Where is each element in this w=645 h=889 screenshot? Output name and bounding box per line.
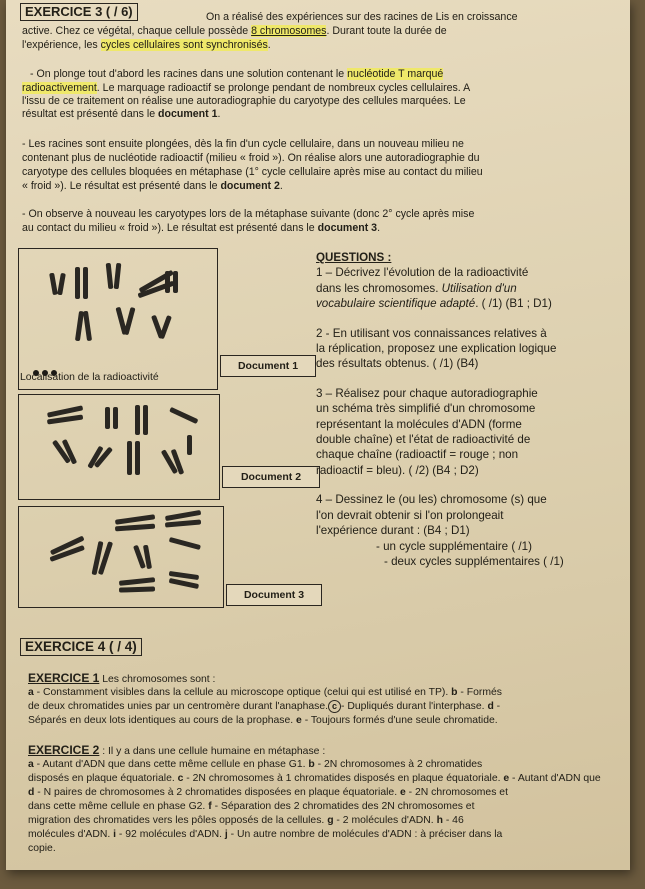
ex4-e2-line2 [28,758,628,772]
document-3-label: Document 3 [226,584,322,606]
q1-text: . ( /1) (B1 ; D1) [475,297,552,311]
sub-exercise-2-title: EXERCICE 2 [28,743,100,757]
question-4-line3: l'expérience durant : (B4 ; D1) [316,524,470,538]
option-letter: b [308,759,315,770]
option-letter: c [177,773,184,784]
ex4-e2-line7 [28,828,628,842]
e1-text: - Dupliqués durant l'interphase. [341,701,488,712]
option-letter: e [399,787,406,798]
option-letter: a [28,759,34,770]
questions-block [316,250,616,569]
chromosome-mark [127,441,132,475]
legend-radioactivity: Localisation de la radioactivité [20,372,159,383]
chromosome-mark [75,311,84,341]
option-letter: e [503,773,510,784]
chromosome-mark [169,407,198,424]
sub-exercise-1-title: EXERCICE 1 [28,671,100,685]
ex4-e2-line4 [28,786,628,800]
chromosome-mark [165,271,170,293]
question-1-line1: 1 – Décrivez l'évolution de la radioactivité [316,266,529,280]
questions-title: QUESTIONS : [316,251,392,264]
e2-text: - 46 [442,815,464,826]
e1-text: - Formés [457,687,502,698]
e2-text: - 2N chromosomes à 2 chromatides [314,759,483,770]
question-3-line5: chaque chaîne (radioactif = rouge ; non [316,448,519,462]
chromosome-mark [106,263,114,289]
highlight-nucleotide: nucléotide T marqué [347,68,444,80]
highlight-radioactive: radioactivement [22,82,97,94]
e2-text: : Il y a dans une cellule humaine en métaphase : [99,746,326,757]
highlight-synchronised: cycles cellulaires sont synchronisés [100,39,268,51]
intro-text: l'expérience, les [22,39,101,51]
question-3-line6: radioactif = bleu). ( /2) (B4 ; D2) [316,463,479,477]
p2-text: - On plonge tout d'abord les racines dans une solution contenant le [30,68,348,80]
intro-text: . [267,39,271,51]
chromosome-mark [165,519,201,527]
e1-text: - Toujours formés d'une seule chromatide. [301,715,498,726]
option-letter: d [28,787,35,798]
ex3-p4-line2 [22,222,622,236]
e1-text: Séparés en deux lots identiques au cours de la prophase. [28,715,297,726]
chromosome-mark [57,273,66,296]
chromosome-mark [115,514,155,525]
q1-italic: Utilisation d'un [441,281,517,295]
circled-answer-c: c [328,700,341,713]
ex3-p2-line2 [22,82,622,96]
ex3-intro-line1: On a réalisé des expériences sur des racines de Lis en croissance [206,11,518,23]
ex4-e1-line1 [28,672,628,687]
option-letter: i [113,829,117,840]
question-4-line4: - un cycle supplémentaire ( /1) [376,539,532,553]
chromosome-mark [165,510,201,521]
ex3-intro-line3 [22,39,622,53]
document-3-figure [18,506,224,608]
intro-text: . Durant toute la durée de [326,25,447,37]
e2-text: - 2 molécules d'ADN. [333,815,437,826]
document-1-figure [18,248,218,390]
ex4-e1-line3 [28,700,628,714]
ex3-p4-line1: - On observe à nouveau les caryotypes lors de la métaphase suivante (donc 2° cycle après mise [22,208,475,220]
ex4-e2-line5 [28,800,628,814]
ex3-p2-line4 [22,108,622,122]
chromosome-mark [143,405,148,435]
doc-ref: document 1 [158,108,218,120]
ex3-p2-line1 [30,68,625,82]
option-letter: j [224,829,228,840]
e2-text: dans cette même cellule en phase G2. [28,801,209,812]
e1-text: - Constamment visibles dans la cellule au microscope optique (celui qui est utilisé en TP). [33,687,452,698]
chromosome-mark [169,578,199,589]
ex3-p3-line4 [22,180,622,194]
chromosome-mark [135,405,140,435]
question-3-line2: un schéma très simplifié d'un chromosome [316,402,536,416]
q1-text: dans les chromosomes. [316,281,442,295]
e2-text: - Autant d'ADN que [509,773,601,784]
option-letter: g [327,815,334,826]
question-2-line2: la réplication, proposez une explication logique [316,342,557,356]
e1-text: Les chromosomes sont : [99,674,216,685]
doc-ref: document 3 [317,222,378,234]
ex3-p3-line1: - Les racines sont ensuite plongées, dès la fin d'un cycle cellulaire, dans un nouveau milieu ne [22,138,464,150]
p3-text: « froid »). Le résultat est présenté dans le [22,180,221,192]
e2-text: - 92 molécules d'ADN. [116,829,225,840]
e2-text: - 2N chromosomes et [405,787,508,798]
option-letter: f [208,801,212,812]
p4-text: . [377,222,381,234]
chromosome-mark [123,307,135,335]
ex4-e1-line4 [28,714,628,728]
question-4-line5: - deux cycles supplémentaires ( /1) [384,554,564,568]
e1-text: de deux chromatides unies par un centromère durant l'anaphase. [28,701,329,712]
doc-ref: document 2 [220,180,280,192]
chromosome-mark [115,524,155,532]
option-letter: e [296,715,302,726]
karyotype-doc1 [19,249,217,361]
document-2-label: Document 2 [222,466,320,488]
question-1-line3 [316,296,616,311]
document-2-figure [18,394,220,500]
question-3-line4: double chaîne) et l'état de radioactivité de [316,433,531,447]
karyotype-doc3 [19,507,223,607]
e1-text: - [493,701,501,712]
question-2-line3: des résultats obtenus. ( /1) (B4) [316,357,479,371]
option-letter: a [28,687,34,698]
chromosome-mark [135,441,140,475]
chromosome-mark [83,267,88,299]
ex3-p3-line3: caryotype des cellules bloquées en métaphase (1° cycle cellulaire après mise au contact du milieu [22,166,483,178]
e2-text: disposés en plaque équatoriale. [28,773,178,784]
question-2-line1: 2 - En utilisant vos connaissances relatives à [316,326,547,340]
ex3-intro-line2 [22,25,622,39]
ex4-e2-line6 [28,814,628,828]
p2-text: . [217,108,221,120]
chromosome-mark [119,586,155,592]
ex3-p2-line3: l'issu de ce traitement on réalise une autoradiographie du caryotype des cellules marquées. Le [22,95,466,107]
chromosome-mark [173,271,178,293]
exercise-4-title: EXERCICE 4 ( / 4) [20,638,142,656]
p4-text: au contact du milieu « froid »). Le résultat est présenté dans le [22,222,318,234]
ex4-e1-line2 [28,686,628,700]
e2-text: - N paires de chromosomes à 2 chromatides disposées en plaque équatoriale. [34,787,400,798]
e2-text: - Un autre nombre de molécules d'ADN : à préciser dans la [227,829,503,840]
exercise-3-title: EXERCICE 3 ( / 6) [20,3,138,21]
ex3-p3-line2: contenant plus de nucléotide radioactif (milieu « froid »). On réalise alors une autoradiographie du [22,152,480,164]
e2-text: - Séparation des 2 chromatides des 2N chromosomes et [211,801,475,812]
chromosome-mark [75,267,80,299]
e2-text: - 2N chromosomes à 1 chromatides disposés en plaque équatoriale. [183,773,504,784]
e2-text: migration des chromatides vers les pôles opposés de la cellules. [28,815,328,826]
chromosome-mark [105,407,110,429]
chromosome-mark [169,537,201,550]
karyotype-doc2 [19,395,219,499]
chromosome-mark [83,311,92,341]
ex4-e2-line1 [28,744,628,759]
chromosome-mark [119,577,155,586]
worksheet-page [6,0,630,870]
option-letter: d [487,701,494,712]
question-3-line1: 3 – Réalisez pour chaque autoradiographie [316,386,538,400]
chromosome-mark [159,315,172,339]
question-4-line1: 4 – Dessinez le (ou les) chromosome (s) que [316,493,547,507]
ex4-e2-line8: copie. [28,843,56,854]
chromosome-mark [113,407,118,429]
option-letter: h [436,815,443,826]
p3-text: . [279,180,283,192]
p2-text: . Le marquage radioactif se prolonge pendant de nombreux cycles cellulaires. A [96,82,471,94]
p2-text: résultat est présenté dans le [22,108,159,120]
chromosome-mark [187,435,192,455]
question-1-line2 [316,281,616,296]
e2-text: - Autant d'ADN que dans cette même cellule en phase G1. [33,759,309,770]
e2-text: molécules d'ADN. [28,829,114,840]
q1-italic: vocabulaire scientifique adapté [316,297,476,311]
chromosome-mark [49,273,58,296]
chromosome-mark [114,263,122,289]
ex4-e2-line3 [28,772,628,786]
document-1-label: Document 1 [220,355,316,377]
question-4-line2: l'on devrait obtenir si l'on prolongeait [316,508,504,522]
option-letter: b [451,687,458,698]
intro-text: active. Chez ce végétal, chaque cellule possède [22,25,252,37]
highlight-chromosomes: 8 chromosomes [251,25,327,37]
question-3-line3: représentant la molécules d'ADN (forme [316,417,522,431]
